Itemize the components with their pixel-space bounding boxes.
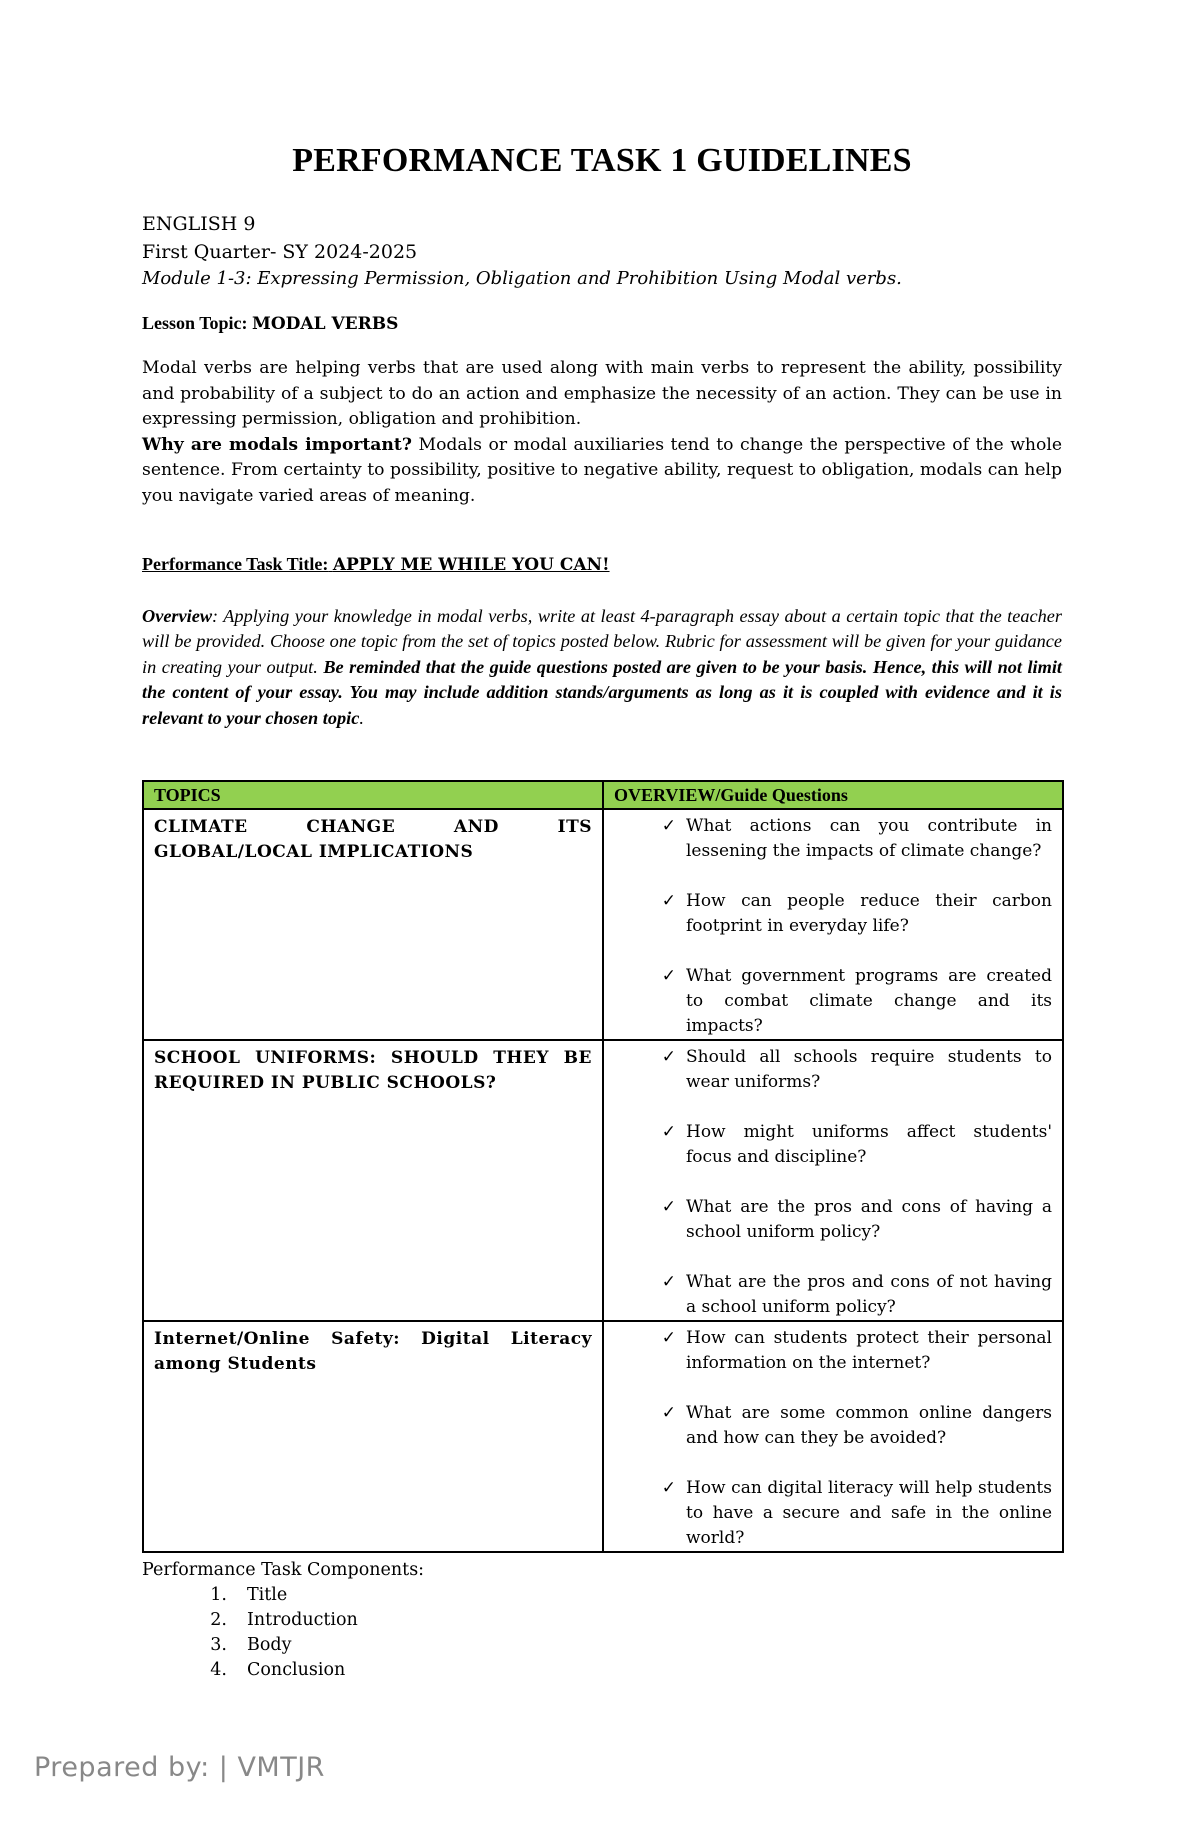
overview-paragraph	[142, 604, 1062, 731]
guide-questions-cell	[603, 809, 1063, 1040]
intro-text: Modal verbs are helping verbs that are used along with main verbs to represent the ability, possibility and probability of a subject to do an action and emphasize the necessity of an action. They can be use in expressing permission, obligation and prohibition.	[142, 358, 1062, 429]
topic-cell: CLIMATE CHANGE AND ITS GLOBAL/LOCAL IMPLICATIONS	[143, 809, 603, 1040]
question-text: How can digital literacy will help students to have a secure and safe in the online world?	[686, 1478, 1052, 1548]
question-spacer	[604, 864, 1052, 889]
overview-end: .	[359, 707, 364, 728]
checkmark-icon: ✓	[661, 1047, 676, 1067]
question-spacer	[604, 1095, 1052, 1120]
overview-bold-text: Be reminded that the guide questions posted are given to be your basis. Hence, this will not limit the content of your essay. You may include addition stands/arguments as long as it is coupled with evidence and it is relevant to your chosen topic	[142, 656, 1063, 728]
list-item	[142, 1633, 424, 1658]
checkmark-icon: ✓	[661, 891, 676, 911]
quarter-line: First Quarter- SY 2024-2025	[142, 241, 418, 263]
question-text: Should all schools require students to wear uniforms?	[686, 1047, 1052, 1092]
question-text: What are the pros and cons of not having a school uniform policy?	[686, 1272, 1052, 1317]
guide-question	[604, 1401, 1052, 1451]
guide-question	[604, 814, 1052, 864]
lesson-topic-value: MODAL VERBS	[252, 314, 399, 334]
task-title-label: Performance Task Title:	[142, 554, 329, 574]
topics-table	[142, 780, 1064, 1553]
page-title: PERFORMANCE TASK 1 GUIDELINES	[292, 142, 912, 179]
guide-question	[604, 1270, 1052, 1320]
list-text: Conclusion	[247, 1660, 346, 1680]
task-title-value: APPLY ME WHILE YOU CAN!	[332, 555, 610, 575]
why-label: Why are modals important?	[142, 434, 412, 455]
list-item	[142, 1608, 424, 1633]
checkmark-icon: ✓	[661, 1272, 676, 1292]
checkmark-icon: ✓	[661, 1403, 676, 1423]
prepared-by-footer: Prepared by: | VMTJR	[34, 1752, 325, 1783]
intro-paragraph	[142, 356, 1062, 509]
question-text: What are some common online dangers and how can they be avoided?	[686, 1403, 1052, 1448]
checkmark-icon: ✓	[661, 1328, 676, 1348]
topic-cell: Internet/Online Safety: Digital Literacy among Students	[143, 1321, 603, 1552]
guide-questions-cell	[603, 1321, 1063, 1552]
table-body	[143, 809, 1063, 1552]
question-spacer	[604, 1170, 1052, 1195]
list-number: 1.	[210, 1585, 227, 1605]
header-topics: TOPICS	[143, 781, 603, 809]
components-list	[142, 1583, 424, 1683]
document-meta	[142, 210, 902, 292]
question-text: What government programs are created to combat climate change and its impacts?	[686, 966, 1052, 1036]
subject-line: ENGLISH 9	[142, 213, 256, 235]
checkmark-icon: ✓	[661, 1478, 676, 1498]
question-spacer	[604, 939, 1052, 964]
question-text: What are the pros and cons of having a school uniform policy?	[686, 1197, 1052, 1242]
guide-questions-cell	[603, 1040, 1063, 1321]
table-row	[143, 1321, 1063, 1552]
question-spacer	[604, 1245, 1052, 1270]
guide-question	[604, 1120, 1052, 1170]
list-item	[142, 1658, 424, 1683]
list-number: 3.	[210, 1635, 227, 1655]
module-line: Module 1-3: Expressing Permission, Obligation and Prohibition Using Modal verbs.	[142, 268, 902, 289]
components-label: Performance Task Components:	[142, 1560, 425, 1580]
guide-question	[604, 964, 1052, 1039]
checkmark-icon: ✓	[661, 966, 676, 986]
checkmark-icon: ✓	[661, 1197, 676, 1217]
question-text: How might uniforms affect students' focus and discipline?	[686, 1122, 1052, 1167]
why-text: Modals or modal auxiliaries tend to change the perspective of the whole sentence. From certainty to possibility, positive to negative ability, request to obligation, modals can help you navigate varied areas of meaning.	[142, 434, 1062, 506]
overview-text: : Applying your knowledge in modal verbs, write at least 4-paragraph essay about a certain topic that the teacher will be provided. Choose one topic from the set of topics posted below. Rubric for assessment will be given for your guidance in creating your output.	[142, 606, 1062, 677]
question-spacer	[604, 1451, 1052, 1476]
guide-question	[604, 1195, 1052, 1245]
guide-question	[604, 889, 1052, 939]
list-text: Title	[247, 1585, 288, 1605]
guide-question	[604, 1045, 1052, 1095]
overview-label: Overview	[142, 606, 213, 626]
table-row	[143, 1040, 1063, 1321]
task-title	[142, 554, 610, 575]
lesson-topic	[142, 313, 398, 334]
list-text: Introduction	[247, 1610, 358, 1630]
checkmark-icon: ✓	[661, 816, 676, 836]
checkmark-icon: ✓	[661, 1122, 676, 1142]
guide-question	[604, 1326, 1052, 1376]
lesson-topic-label: Lesson Topic:	[142, 313, 248, 333]
guide-question	[604, 1476, 1052, 1551]
list-text: Body	[247, 1635, 292, 1655]
question-spacer	[604, 1376, 1052, 1401]
topic-cell: SCHOOL UNIFORMS: SHOULD THEY BE REQUIRED IN PUBLIC SCHOOLS?	[143, 1040, 603, 1321]
question-text: How can students protect their personal information on the internet?	[686, 1328, 1052, 1373]
table-header-row	[143, 781, 1063, 809]
list-number: 2.	[210, 1610, 227, 1630]
header-guide-questions: OVERVIEW/Guide Questions	[603, 781, 1063, 809]
list-item	[142, 1583, 424, 1608]
question-text: How can people reduce their carbon footprint in everyday life?	[686, 891, 1052, 936]
list-number: 4.	[210, 1660, 227, 1680]
table-row	[143, 809, 1063, 1040]
question-text: What actions can you contribute in lessening the impacts of climate change?	[686, 816, 1052, 861]
components-section	[142, 1558, 424, 1683]
